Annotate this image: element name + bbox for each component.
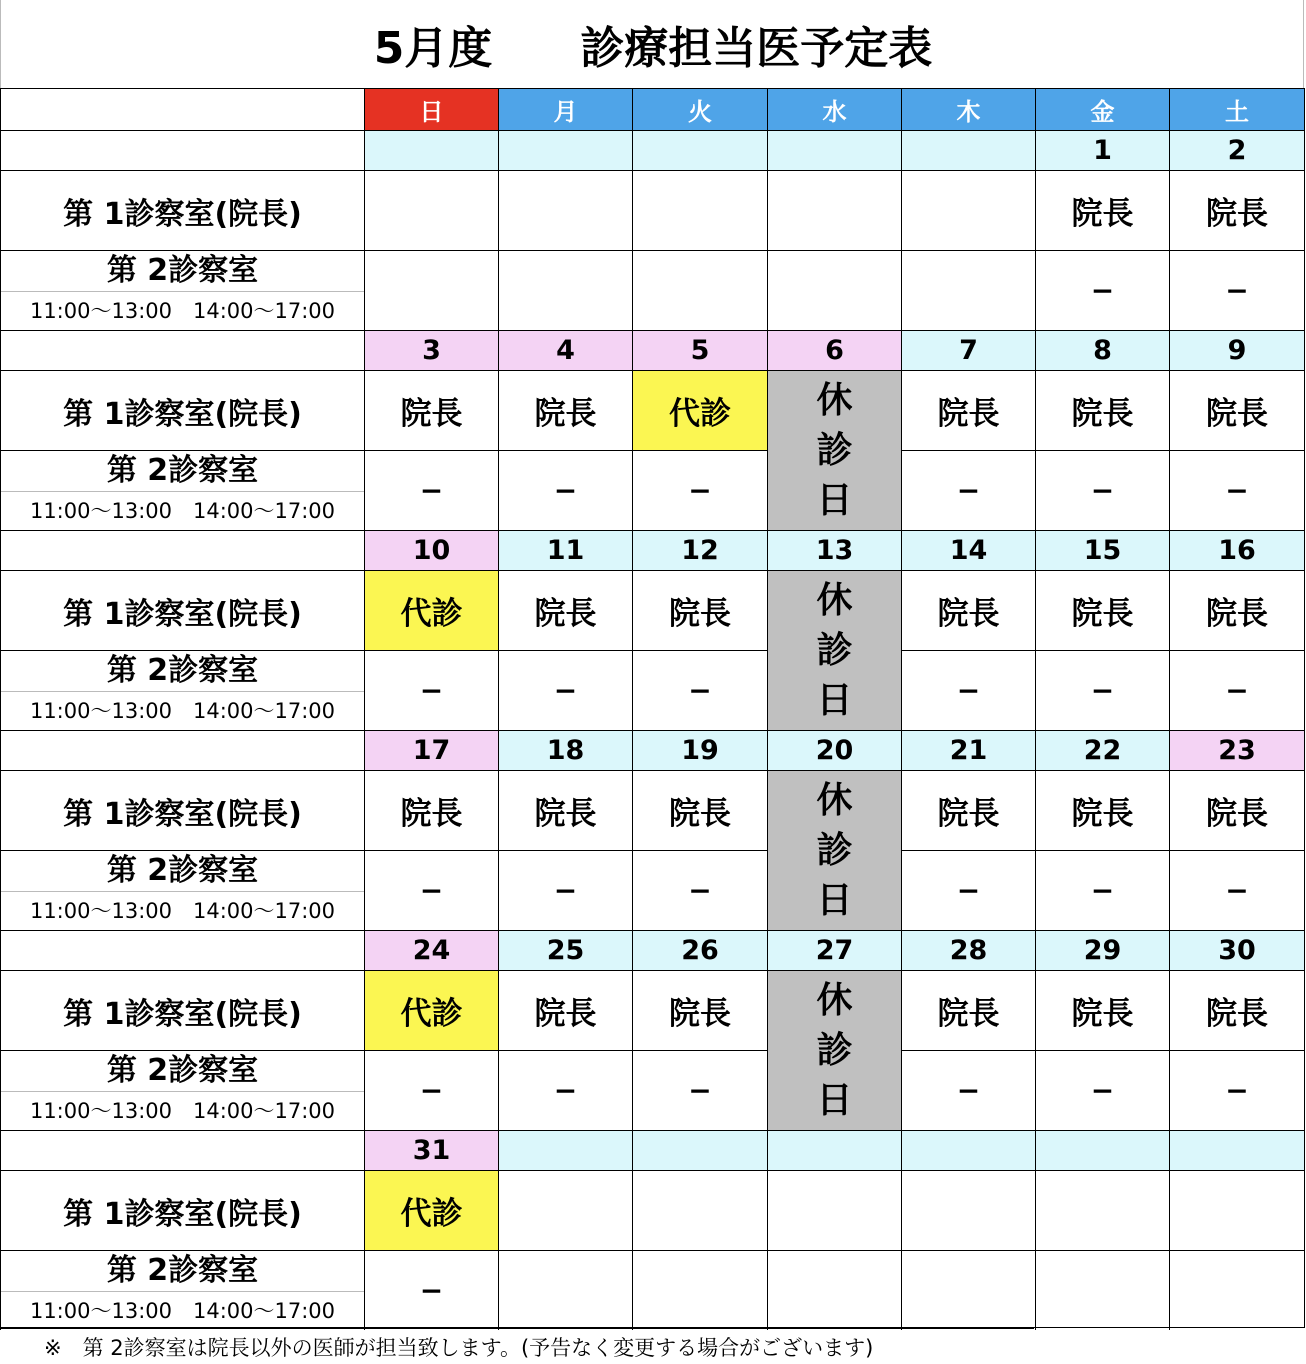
- date-cell: 16: [1169, 530, 1304, 570]
- date-cell: [767, 1130, 901, 1170]
- room2-cell: −: [498, 650, 632, 730]
- closed-char: 日: [816, 679, 853, 721]
- date-cell: 27: [767, 930, 901, 970]
- weekday-header: 火: [632, 88, 767, 130]
- room2-label: [0, 250, 364, 330]
- weekday-header: 日: [364, 88, 498, 130]
- closed-char: 日: [816, 1079, 853, 1121]
- date-cell: 25: [498, 930, 632, 970]
- room2-cell: −: [901, 850, 1035, 930]
- room2-label: [0, 450, 364, 530]
- room1-cell: [632, 1170, 767, 1250]
- room2-cell: [901, 250, 1035, 330]
- room1-cell: 院長: [498, 570, 632, 650]
- weekday-header: 木: [901, 88, 1035, 130]
- date-cell: 5: [632, 330, 767, 370]
- room1-cell: 院長: [1169, 770, 1304, 850]
- date-cell: 13: [767, 530, 901, 570]
- room1-cell: [1169, 1170, 1304, 1250]
- closed-char: 診: [816, 1029, 853, 1071]
- room2-cell: −: [364, 650, 498, 730]
- date-cell: [901, 1130, 1035, 1170]
- date-row-label: [0, 930, 364, 970]
- date-cell: [1169, 1130, 1304, 1170]
- room2-cell: −: [1169, 650, 1304, 730]
- room1-cell: 院長: [498, 770, 632, 850]
- date-cell: 31: [364, 1130, 498, 1170]
- date-cell: 12: [632, 530, 767, 570]
- date-cell: 18: [498, 730, 632, 770]
- header-corner: [0, 88, 364, 130]
- room2-name: 第 2診察室: [106, 453, 259, 488]
- date-cell: [632, 130, 767, 170]
- closed-char: 休: [816, 379, 853, 421]
- date-row-label: [0, 330, 364, 370]
- closed-char: 診: [816, 429, 853, 471]
- date-cell: 21: [901, 730, 1035, 770]
- room2-cell: −: [498, 1050, 632, 1130]
- room1-cell: [498, 170, 632, 250]
- room2-name: 第 2診察室: [106, 653, 259, 688]
- room1-cell: 院長: [1035, 570, 1169, 650]
- room2-cell: −: [364, 850, 498, 930]
- room1-cell: [767, 170, 901, 250]
- room2-cell: −: [632, 650, 767, 730]
- title-left-border: [0, 0, 1, 88]
- date-cell: 11: [498, 530, 632, 570]
- room2-cell: −: [364, 450, 498, 530]
- date-cell: 30: [1169, 930, 1304, 970]
- closed-char: 休: [816, 579, 853, 621]
- table-right-border: [1304, 88, 1305, 1328]
- room1-label: 第 1診察室(院長): [0, 370, 364, 450]
- date-cell: 9: [1169, 330, 1304, 370]
- date-cell: [767, 130, 901, 170]
- room2-cell: −: [632, 1050, 767, 1130]
- date-cell: 22: [1035, 730, 1169, 770]
- room2-cell: −: [1169, 450, 1304, 530]
- date-cell: 29: [1035, 930, 1169, 970]
- room1-cell: 院長: [1035, 370, 1169, 450]
- date-cell: 4: [498, 330, 632, 370]
- room1-cell: [364, 170, 498, 250]
- room1-cell: [901, 1170, 1035, 1250]
- room1-cell: [498, 1170, 632, 1250]
- room1-cell: 院長: [901, 770, 1035, 850]
- room1-cell: 院長: [364, 370, 498, 450]
- date-cell: [498, 1130, 632, 1170]
- room1-cell: 院長: [1169, 170, 1304, 250]
- room2-cell: −: [1169, 850, 1304, 930]
- closed-char: 日: [816, 879, 853, 921]
- room2-cell: [632, 1250, 767, 1330]
- room2-cell: [901, 1250, 1035, 1330]
- closed-day-cell: [767, 570, 901, 730]
- room1-label: 第 1診察室(院長): [0, 770, 364, 850]
- room1-label: 第 1診察室(院長): [0, 570, 364, 650]
- room1-cell: 院長: [632, 970, 767, 1050]
- room2-label: [0, 1250, 364, 1330]
- date-cell: 1: [1035, 130, 1169, 170]
- room1-cell: [1035, 1170, 1169, 1250]
- room1-cell: 院長: [1169, 370, 1304, 450]
- room1-cell: 院長: [632, 770, 767, 850]
- closed-char: 診: [816, 629, 853, 671]
- date-cell: [364, 130, 498, 170]
- date-cell: 28: [901, 930, 1035, 970]
- date-cell: 23: [1169, 730, 1304, 770]
- room2-cell: −: [498, 850, 632, 930]
- room2-hours: 11:00〜13:00 14:00〜17:00: [1, 1291, 364, 1330]
- date-row-label: [0, 730, 364, 770]
- room2-cell: [767, 250, 901, 330]
- room2-label: [0, 850, 364, 930]
- date-cell: [1035, 1130, 1169, 1170]
- room1-cell: [632, 170, 767, 250]
- date-cell: 19: [632, 730, 767, 770]
- room1-cell: 院長: [1169, 570, 1304, 650]
- date-row-label: [0, 1130, 364, 1170]
- date-row-label: [0, 130, 364, 170]
- room1-cell: 代診: [632, 370, 767, 450]
- footnote: ※ 第 2診察室は院長以外の医師が担当致します。(予告なく変更する場合がございます): [0, 1328, 1034, 1364]
- room2-cell: [1169, 1250, 1304, 1330]
- date-cell: 17: [364, 730, 498, 770]
- room1-cell: [901, 170, 1035, 250]
- room1-cell: 院長: [1035, 770, 1169, 850]
- room2-name: 第 2診察室: [106, 1053, 259, 1088]
- date-cell: 6: [767, 330, 901, 370]
- room2-cell: −: [901, 1050, 1035, 1130]
- room1-cell: 院長: [364, 770, 498, 850]
- room1-cell: 院長: [901, 970, 1035, 1050]
- room2-cell: −: [1035, 450, 1169, 530]
- room2-cell: [364, 250, 498, 330]
- room1-label: 第 1診察室(院長): [0, 170, 364, 250]
- room1-label: 第 1診察室(院長): [0, 970, 364, 1050]
- room2-label: [0, 650, 364, 730]
- room2-hours: 11:00〜13:00 14:00〜17:00: [1, 691, 364, 730]
- room2-name: 第 2診察室: [106, 1253, 259, 1288]
- room2-cell: −: [901, 450, 1035, 530]
- room1-cell: 院長: [1035, 970, 1169, 1050]
- room2-name: 第 2診察室: [106, 253, 259, 288]
- room2-label: [0, 1050, 364, 1130]
- date-cell: 15: [1035, 530, 1169, 570]
- closed-char: 日: [816, 479, 853, 521]
- room1-label: 第 1診察室(院長): [0, 1170, 364, 1250]
- room2-cell: −: [1035, 250, 1169, 330]
- room2-cell: [498, 250, 632, 330]
- room2-cell: [632, 250, 767, 330]
- room1-cell: 院長: [498, 370, 632, 450]
- date-cell: 26: [632, 930, 767, 970]
- closed-day-cell: [767, 770, 901, 930]
- weekday-header: 土: [1169, 88, 1304, 130]
- room2-cell: −: [498, 450, 632, 530]
- room1-cell: 院長: [1169, 970, 1304, 1050]
- room1-cell: 代診: [364, 570, 498, 650]
- room2-cell: −: [1169, 1050, 1304, 1130]
- date-cell: 8: [1035, 330, 1169, 370]
- room2-cell: −: [364, 1050, 498, 1130]
- date-cell: 3: [364, 330, 498, 370]
- room1-cell: 代診: [364, 970, 498, 1050]
- room1-cell: 代診: [364, 1170, 498, 1250]
- room2-hours: 11:00〜13:00 14:00〜17:00: [1, 891, 364, 930]
- date-cell: 10: [364, 530, 498, 570]
- room2-hours: 11:00〜13:00 14:00〜17:00: [1, 291, 364, 330]
- weekday-header: 水: [767, 88, 901, 130]
- page-title: 5月度 診療担当医予定表: [373, 23, 933, 74]
- room1-cell: 院長: [498, 970, 632, 1050]
- date-cell: [632, 1130, 767, 1170]
- room1-cell: 院長: [901, 570, 1035, 650]
- room2-cell: −: [1035, 850, 1169, 930]
- room2-cell: −: [1169, 250, 1304, 330]
- room1-cell: 院長: [1035, 170, 1169, 250]
- closed-day-cell: [767, 970, 901, 1130]
- room2-cell: −: [364, 1250, 498, 1330]
- room2-name: 第 2診察室: [106, 853, 259, 888]
- date-cell: 14: [901, 530, 1035, 570]
- closed-char: 診: [816, 829, 853, 871]
- closed-char: 休: [816, 779, 853, 821]
- date-row-label: [0, 530, 364, 570]
- room2-cell: −: [901, 650, 1035, 730]
- room2-cell: [767, 1250, 901, 1330]
- room2-cell: [498, 1250, 632, 1330]
- room1-cell: 院長: [901, 370, 1035, 450]
- room1-cell: [767, 1170, 901, 1250]
- title-right-border: [1303, 0, 1304, 88]
- weekday-header: 月: [498, 88, 632, 130]
- date-cell: 20: [767, 730, 901, 770]
- room2-cell: −: [632, 450, 767, 530]
- room2-hours: 11:00〜13:00 14:00〜17:00: [1, 1091, 364, 1130]
- date-cell: 24: [364, 930, 498, 970]
- room2-hours: 11:00〜13:00 14:00〜17:00: [1, 491, 364, 530]
- date-cell: 7: [901, 330, 1035, 370]
- closed-char: 休: [816, 979, 853, 1021]
- weekday-header: 金: [1035, 88, 1169, 130]
- date-cell: 2: [1169, 130, 1304, 170]
- room1-cell: 院長: [632, 570, 767, 650]
- room2-cell: −: [1035, 1050, 1169, 1130]
- room2-cell: −: [632, 850, 767, 930]
- date-cell: [901, 130, 1035, 170]
- date-cell: [498, 130, 632, 170]
- closed-day-cell: [767, 370, 901, 530]
- room2-cell: [1035, 1250, 1169, 1330]
- room2-cell: −: [1035, 650, 1169, 730]
